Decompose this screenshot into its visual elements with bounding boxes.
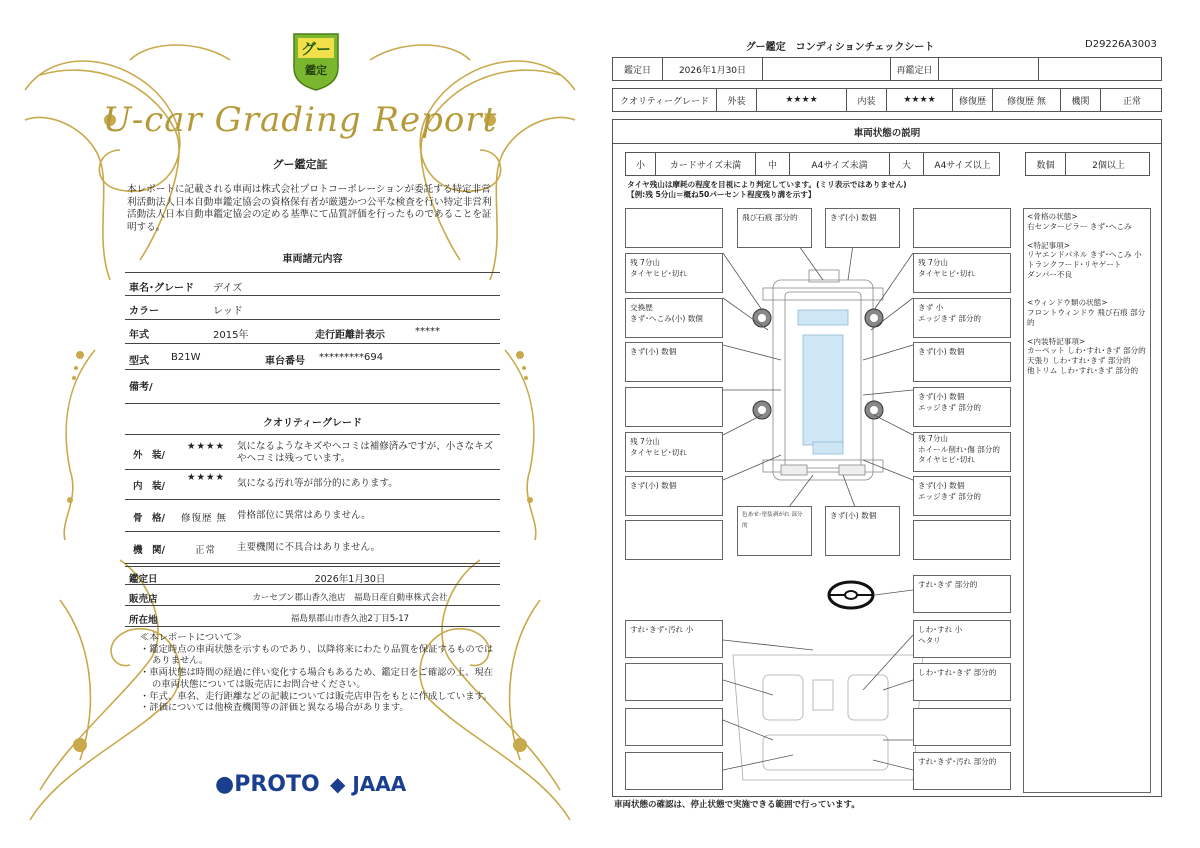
sheet-code: D29226A3003 — [1085, 39, 1157, 50]
panel-line — [1027, 289, 1147, 299]
note-item: ・評価については他検査機関等の評価と異なる場合があります。 — [140, 702, 409, 714]
callout-text: きず･へこみ(小) 数個 — [630, 314, 703, 323]
callout-left-fender — [625, 298, 723, 338]
bottom-row-date — [125, 566, 500, 585]
spec-mileage-value: ***** — [415, 326, 440, 337]
bottom-dealer-label: 販売店 — [129, 594, 158, 605]
size-medium-desc: A4サイズ未満 — [790, 153, 890, 175]
callout-left-quarter — [625, 476, 723, 516]
callout-front-right-tire — [913, 253, 1011, 293]
quality-exterior-desc: 気になるようなキズやヘコミは補修済みですが、小さなキズやヘコミは残っています。 — [237, 441, 494, 464]
callout-text: エッジきず 部分的 — [918, 403, 982, 412]
panel-line: フロントウィンドウ 飛び石痕 部分的 — [1027, 307, 1146, 327]
panel-line: 天張り しわ･すれ･きず 部分的 — [1027, 355, 1131, 365]
callout-rear-bumper — [737, 506, 812, 556]
panel-line — [1027, 231, 1147, 241]
proto-logo-text: PROTO — [234, 772, 320, 797]
exterior-label: 外装 — [717, 89, 757, 111]
callout-text: きず(小) 数個 — [918, 347, 965, 356]
callout-text: ホイール削れ･傷 部分的 — [918, 444, 1000, 454]
condition-box — [612, 119, 1162, 797]
spec-mileage-label: 走行距離計表示 — [315, 330, 385, 341]
callout-text: きず(小) 数個 — [830, 213, 877, 222]
callout-text: すれ･きず 部分的 — [918, 580, 978, 589]
reinspect-value — [939, 58, 1039, 80]
engine-value: 正常 — [1122, 96, 1141, 107]
date-value: 2026年1月30日 — [663, 58, 763, 80]
quality-exterior-label: 外 装/ — [133, 450, 165, 461]
repair-label: 修復歴 — [953, 89, 993, 111]
quality-frame-desc: 骨格部位に異常はありません。 — [237, 510, 371, 521]
callout-text: きず 小 — [918, 303, 944, 312]
callout-text: きず(小) 数個 — [918, 481, 965, 490]
quality-row-frame — [125, 500, 500, 532]
spec-year-label: 年式 — [129, 330, 149, 341]
quality-engine-value: 正常 — [195, 545, 217, 556]
callout-rear-left-tire — [625, 432, 723, 472]
proto-logo: ●PROTO — [215, 772, 320, 797]
note-item: ・鑑定時点の車両状態を示すものであり、以降将来にわたり品質を保証するものではありません。 — [140, 643, 494, 667]
callout-left-rear-door — [625, 387, 723, 427]
quality-exterior-stars: ★★★★ — [187, 441, 226, 452]
panel-line — [1027, 327, 1147, 337]
spec-year-value: 2015年 — [213, 330, 249, 341]
panel-line: <骨格の状態> — [1027, 212, 1078, 221]
interior-label: 内装 — [847, 89, 887, 111]
spec-chassis-value: *********694 — [319, 352, 384, 363]
date-blank — [763, 58, 891, 80]
callout-text: タイヤヒビ･切れ — [918, 455, 975, 464]
callout-interior-right-2 — [913, 663, 1011, 701]
reinspect-blank — [1039, 58, 1163, 80]
spec-row-model — [125, 346, 500, 370]
callout-interior-left-4 — [625, 752, 723, 790]
callout-text: しわ･すれ･きず 部分的 — [918, 668, 997, 677]
notes-heading: ≪本レポートについて≫ — [140, 632, 243, 643]
note-item: ・車両状態は時間の経過に伴い変化する場合もあるため、鑑定日をご確認の上、現在の車両状態については販売店にお問合せください。 — [140, 667, 493, 690]
jaaa-logo-text: JAAA — [352, 772, 407, 796]
quality-row-interior — [125, 470, 500, 500]
bottom-row-dealer — [125, 587, 500, 606]
callout-windshield — [737, 208, 812, 248]
size-large: 大 — [890, 153, 924, 175]
panel-line: <ウィンドウ類の状態> — [1027, 298, 1108, 308]
logo-bottom-text: 鑑定 — [305, 64, 327, 77]
certificate-title: グー鑑定証 — [272, 158, 328, 171]
spec-color-value: レッド — [213, 306, 243, 317]
callout-interior-left — [625, 620, 723, 658]
spec-chassis-label: 車台番号 — [265, 356, 305, 367]
callout-text: 残 7分山 — [918, 258, 949, 267]
callout-rear-gate — [825, 506, 900, 556]
note-item: ・年式、車名、走行距離などの記載については販売店申告をもとに作成しています。 — [140, 690, 493, 702]
condition-heading: 車両状態の説明 — [613, 120, 1161, 144]
callout-text: エッジきず 部分的 — [918, 492, 982, 501]
date-table — [612, 57, 1162, 81]
report-title: U-car Grading Report — [102, 100, 498, 140]
tire-note-line2: 【例:残 5分山＝概ね50パーセント程度残り溝を示す】 — [627, 190, 816, 199]
bottom-row-address — [125, 608, 500, 627]
callout-interior-left-3 — [625, 708, 723, 746]
spec-name-value: デイズ — [213, 283, 243, 294]
callout-interior-left-2 — [625, 663, 723, 701]
callout-text: タイヤヒビ･切れ — [630, 269, 687, 278]
callout-rear-right-bottom — [913, 520, 1011, 560]
footer-note: 車両状態の確認は、停止状態で実施できる範囲で行っています。 — [614, 800, 860, 810]
repair-value: 修復歴 無 — [993, 89, 1061, 111]
panel-line: トランクフード･リヤゲート — [1027, 259, 1122, 269]
callout-text: タイヤヒビ･切れ — [918, 269, 975, 278]
callout-front-left-top — [625, 208, 723, 248]
date-label: 鑑定日 — [613, 58, 663, 80]
quality-interior-label: 内 装/ — [133, 481, 165, 492]
callout-text: すれ･きず･汚れ 部分的 — [918, 757, 997, 766]
quality-grade-label: クオリティーグレード — [613, 89, 717, 111]
exterior-value: ★★★★ — [757, 89, 847, 111]
callout-rear-right-tire — [913, 432, 1011, 472]
quality-engine-label: 機 関/ — [133, 545, 165, 556]
quality-frame-value: 修復歴 無 — [181, 513, 228, 524]
callout-interior-right-4 — [913, 752, 1011, 790]
size-small: 小 — [626, 153, 656, 175]
bottom-date-label: 鑑定日 — [129, 574, 158, 585]
size-medium: 中 — [756, 153, 790, 175]
engine-label: 機関 — [1061, 89, 1101, 111]
panel-line: 他トリム しわ･すれ･きず 部分的 — [1027, 365, 1139, 375]
panel-line: ダンパー不良 — [1027, 269, 1073, 279]
callout-text: エッジきず 部分的 — [918, 314, 982, 323]
panel-line — [1027, 279, 1147, 289]
reinspect-label: 再鑑定日 — [891, 58, 939, 80]
spec-section-heading: 車両諸元内容 — [282, 254, 343, 265]
size-small-desc: カードサイズ未満 — [656, 153, 756, 175]
count-label: 数個 — [1026, 153, 1066, 175]
quality-engine-desc: 主要機関に不具合はありません。 — [237, 542, 381, 553]
callout-front-left-tire — [625, 253, 723, 293]
count-desc: 2個以上 — [1092, 160, 1125, 171]
callout-right-fender — [913, 298, 1011, 338]
callout-text: きず(小) 数個 — [918, 392, 965, 401]
bottom-dealer-value: カーセブン郡山香久池店 福島日産自動車株式会社 — [252, 593, 448, 603]
condition-check-sheet — [600, 0, 1200, 848]
callout-hood — [825, 208, 900, 248]
size-large-desc: A4サイズ以上 — [934, 160, 991, 171]
spec-row-name — [125, 272, 500, 296]
callout-right-rear-door — [913, 387, 1011, 427]
callout-left-front-door — [625, 342, 723, 382]
panel-line: <内装特記事項> — [1027, 336, 1086, 346]
callout-text: すれ･きず･汚れ 小 — [630, 625, 694, 634]
quality-table — [612, 88, 1162, 112]
spec-model-label: 型式 — [129, 356, 149, 367]
callout-right-front-door — [913, 342, 1011, 382]
callout-steering — [913, 575, 1011, 613]
jaaa-logo: ◆ JAAA — [330, 772, 407, 796]
spec-model-value: B21W — [171, 352, 201, 363]
callout-text: 交換歴 — [630, 303, 653, 312]
panel-line: 右センターピラー きず･へこみ — [1027, 221, 1132, 231]
spec-color-label: カラー — [129, 306, 159, 317]
callout-right-quarter — [913, 476, 1011, 516]
panel-line: カーペット しわ･すれ･きず 部分的 — [1027, 346, 1146, 356]
callout-text: 残 7分山 — [918, 434, 949, 443]
callout-interior-right-3 — [913, 708, 1011, 746]
panel-line: リヤエンドパネル きず･へこみ 小 — [1027, 250, 1142, 260]
tire-note-line1: タイヤ残山は摩耗の程度を目視により判定しています。(ミリ表示ではありません) — [627, 180, 907, 189]
spec-row-remarks — [125, 372, 500, 404]
callout-front-right-top — [913, 208, 1011, 248]
callout-text: 色あせ･塗装剥がれ 部分的 — [742, 512, 803, 529]
callout-text: きず(小) 数個 — [830, 511, 877, 520]
quality-row-engine — [125, 532, 500, 564]
callout-front-seat — [913, 620, 1011, 658]
spec-remarks-label: 備考/ — [129, 382, 153, 393]
bottom-address-label: 所在地 — [129, 615, 158, 626]
callout-text: しわ･すれ 小 — [918, 625, 963, 634]
spec-row-year — [125, 320, 500, 344]
bottom-date-value: 2026年1月30日 — [314, 574, 386, 585]
callout-text: 残 7分山 — [630, 437, 661, 446]
report-notes — [140, 632, 495, 714]
goo-kantei-logo — [288, 30, 344, 92]
certificate-text: 本レポートに記載される車両は株式会社プロトコーポレーションが委託する特定非営利活動法人日本自動車鑑定協会の資格保有者が厳選かつ公平な検査を行い特定非営利活動法人日本自動車鑑定協会の定める基準にて品質評価を行ったものであることを証明する。 — [127, 184, 492, 233]
sheet-title: グー鑑定 コンディションチェックシート — [745, 42, 935, 53]
quality-row-exterior — [125, 434, 500, 470]
quality-frame-label: 骨 格/ — [133, 513, 165, 524]
panel-line: <特記事項> — [1027, 240, 1071, 250]
callout-text: きず(小) 数個 — [630, 481, 677, 490]
spec-row-color — [125, 296, 500, 320]
callout-rear-left-bottom — [625, 520, 723, 560]
quality-interior-stars: ★★★★ — [187, 472, 226, 483]
callout-text: ヘタリ — [918, 636, 941, 645]
condition-notes-panel — [1023, 208, 1151, 793]
bottom-address-value: 福島県郡山市香久池2丁目5-17 — [290, 614, 410, 624]
quality-section-heading: クオリティーグレード — [263, 418, 362, 429]
quality-interior-desc: 気になる汚れ等が部分的にあります。 — [237, 478, 398, 489]
interior-value: ★★★★ — [887, 89, 953, 111]
callout-text: タイヤヒビ･切れ — [630, 448, 687, 457]
callout-text: 飛び石痕 部分的 — [742, 213, 798, 222]
spec-name-label: 車名･グレード — [129, 283, 194, 294]
logo-top-text: グー — [300, 40, 332, 58]
callout-text: きず(小) 数個 — [630, 347, 677, 356]
callout-text: 残 7分山 — [630, 258, 661, 267]
